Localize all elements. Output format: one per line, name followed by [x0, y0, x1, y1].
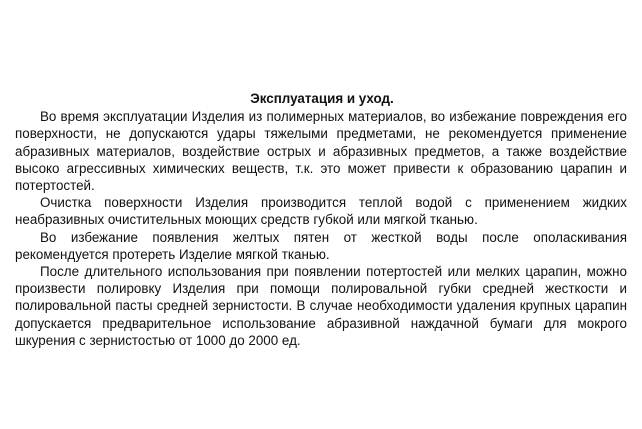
paragraph-cleaning: Очистка поверхности Изделия производится теплой водой с применением жидких неабразивных очистительных моющих средств губкой или мягкой тканью. — [15, 195, 627, 228]
paragraph-polishing: После длительного использования при появлении потертостей или мелких царапин, можно произвести полировку Изделия при помощи полировальной губки средней жесткости и полировальной пасты средней зернистости. В случае необходимости удаления крупных царапин допускается предварительное использование абразивной наждачной бумаги для мокрого шкурения с зернистостью от 1000 до 2000 ед. — [15, 264, 627, 348]
document-title: Эксплуатация и уход. — [250, 91, 394, 106]
paragraph-water-stains: Во избежание появления желтых пятен от жесткой воды после ополаскивания рекомендуется протереть Изделие мягкой тканью. — [15, 229, 627, 262]
document-body — [15, 90, 627, 349]
paragraph-usage: Во время эксплуатации Изделия из полимерных материалов, во избежание повреждения его поверхности, не допускаются удары тяжелыми предметами, не рекомендуется применение абразивных материалов, воздействие острых и абразивных предметов, а также воздействие высоко агрессивных химических веществ, т.к. это может привести к образованию царапин и потертостей. — [15, 109, 627, 194]
